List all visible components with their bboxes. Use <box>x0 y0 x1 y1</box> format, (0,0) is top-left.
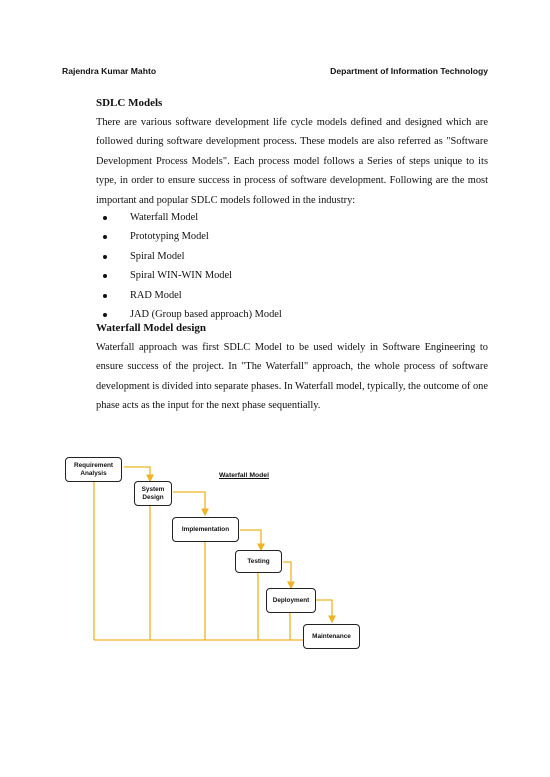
sdlc-model-list <box>103 208 282 324</box>
phase-label: System <box>141 485 165 493</box>
sdlc-intro-paragraph: There are various software development life cycle models defined and designed which are followed during software development process. These models are also referred as "Software Development Process Models". Each process model follows a Series of steps unique to its type, in order to ensure success in process of software development. Following are the most important and popular SDLC models followed in the industry: <box>96 117 488 206</box>
phase-label: Maintenance <box>312 632 351 640</box>
arrow-testing-to-deployment <box>283 562 291 588</box>
phase-maintenance <box>303 624 360 649</box>
phase-label: Deployment <box>272 596 310 604</box>
phase-label: Analysis <box>80 469 107 477</box>
list-item: Spiral Model <box>103 247 282 266</box>
phase-label: Implementation <box>181 525 230 533</box>
department-name: Department of Information Technology <box>330 66 488 76</box>
list-item: JAD (Group based approach) Model <box>103 305 282 324</box>
list-item: Prototyping Model <box>103 227 282 246</box>
list-item: RAD Model <box>103 286 282 305</box>
list-item: Waterfall Model <box>103 208 282 227</box>
phase-label: Requirement <box>73 461 114 469</box>
arrow-implementation-to-testing <box>240 530 261 550</box>
section-title-waterfall-design: Waterfall Model design <box>96 322 206 334</box>
phase-label: Testing <box>247 557 270 565</box>
diagram-title: Waterfall Model <box>219 472 269 479</box>
section-title-sdlc-models: SDLC Models <box>96 97 163 109</box>
phase-system-design <box>134 481 172 506</box>
page-header <box>62 66 488 76</box>
phase-deployment <box>266 588 316 613</box>
arrow-requirement-to-design <box>124 467 150 481</box>
arrow-deployment-to-maintenance <box>316 600 332 622</box>
phase-requirement-analysis <box>65 457 122 482</box>
list-item: Spiral WIN-WIN Model <box>103 266 282 285</box>
phase-label: Design <box>142 493 164 501</box>
phase-implementation <box>172 517 239 542</box>
waterfall-paragraph: Waterfall approach was first SDLC Model to be used widely in Software Engineering to ensure success of the project. In "The Waterfall" approach, the whole process of software development is divided into separate phases. In Waterfall model, typically, the outcome of one phase acts as the input for the next phase sequentially. <box>96 342 488 412</box>
arrow-design-to-implementation <box>173 492 205 515</box>
author-name: Rajendra Kumar Mahto <box>62 66 157 76</box>
phase-testing <box>235 550 282 573</box>
